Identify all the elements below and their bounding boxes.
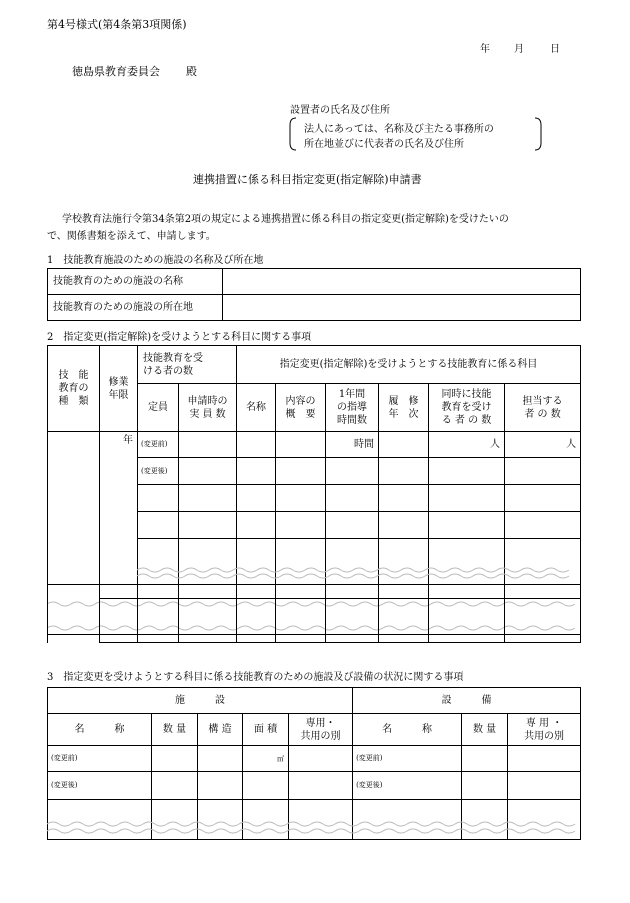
facility-address-label: 技能教育のための施設の所在地 (48, 295, 223, 321)
facility-before-label: (変更前) (48, 746, 152, 772)
cell[interactable] (326, 458, 379, 485)
col-skill-type: 技 能 教育の 種 類 (48, 346, 100, 432)
col-concurrent: 同時に技能 教育を受け る 者 の 数 (429, 384, 505, 432)
cell[interactable] (276, 485, 326, 512)
cell[interactable] (179, 512, 237, 539)
cell[interactable] (379, 458, 429, 485)
cell[interactable] (326, 485, 379, 512)
section2-table-continuation (47, 598, 581, 643)
cell[interactable] (179, 432, 237, 458)
equipment-before-label: (変更前) (353, 746, 462, 772)
cell[interactable] (198, 746, 243, 772)
col-equipment-usage: 専 用 ・ 共用の別 (508, 714, 581, 746)
cell[interactable] (379, 485, 429, 512)
cell[interactable] (508, 772, 581, 800)
cell[interactable] (237, 432, 276, 458)
cell[interactable] (179, 599, 237, 643)
cell[interactable] (326, 599, 379, 643)
equipment-after-label: (変更後) (353, 772, 462, 800)
staff-cell[interactable] (505, 432, 581, 458)
col-trainees: 技能教育を受 ける者の数 (138, 346, 237, 384)
cell[interactable] (276, 458, 326, 485)
cell[interactable] (152, 746, 198, 772)
cell[interactable] (379, 599, 429, 643)
cell[interactable] (48, 599, 100, 643)
section3-heading: 3 指定変更を受けようとする科目に係る技能教育のための施設及び設備の状況に関する事項 (47, 672, 464, 683)
cell[interactable] (379, 512, 429, 539)
cell[interactable] (289, 772, 353, 800)
cell[interactable] (462, 746, 508, 772)
col-name: 名称 (237, 384, 276, 432)
cell[interactable] (179, 458, 237, 485)
cell[interactable] (138, 512, 179, 539)
cell[interactable] (243, 772, 289, 800)
col-content: 内容の 概 要 (276, 384, 326, 432)
col-equipment-qty: 数 量 (462, 714, 508, 746)
hours-cell[interactable] (326, 432, 379, 458)
row-after-label: (変更後) (138, 458, 179, 485)
cell[interactable] (276, 599, 326, 643)
col-actual: 申請時の 実 員 数 (179, 384, 237, 432)
applicant-label: 設置者の氏名及び住所 (290, 105, 390, 116)
facility-name-field[interactable] (223, 269, 581, 295)
section1-heading: 1 技能教育施設のための施設の名称及び所在地 (47, 255, 264, 266)
cell[interactable] (152, 772, 198, 800)
cell[interactable] (237, 485, 276, 512)
body-text-line1: 学校教育法施行令第34条第2項の規定による連携措置に係る科目の指定変更(指定解除)を受けたいの (62, 214, 509, 225)
col-equipment: 設 備 (353, 688, 581, 714)
date-year: 年 (480, 44, 490, 55)
col-years: 修業 年限 (100, 346, 138, 432)
cell[interactable] (289, 746, 353, 772)
omission-waves-section3 (47, 818, 581, 838)
cell[interactable] (379, 432, 429, 458)
col-hours: 1年間 の指導 時間数 (326, 384, 379, 432)
cell[interactable] (505, 458, 581, 485)
date-day: 日 (550, 44, 560, 55)
date-month: 月 (514, 44, 524, 55)
col-facility-name: 名 称 (48, 714, 152, 746)
section1-table (47, 268, 581, 321)
col-subject-group: 指定変更(指定解除)を受けようとする技能教育に係る科目 (237, 346, 581, 384)
form-label: 第4号様式(第4条第3項関係) (47, 18, 187, 31)
applicant-note-line1: 法人にあっては、名称及び主たる事務所の (304, 124, 494, 135)
col-facility-usage: 専用・ 共用の別 (289, 714, 353, 746)
cell[interactable] (505, 512, 581, 539)
cell[interactable] (138, 599, 179, 643)
col-staff: 担当する 者 の 数 (505, 384, 581, 432)
unit-area: ㎡ (277, 754, 284, 763)
col-grade: 履 修 年 次 (379, 384, 429, 432)
cell[interactable] (429, 599, 505, 643)
cell[interactable] (276, 432, 326, 458)
cell[interactable] (429, 485, 505, 512)
row-before-label: (変更前) (138, 432, 179, 458)
cell[interactable] (100, 599, 138, 643)
col-capacity: 定員 (138, 384, 179, 432)
cell[interactable] (237, 512, 276, 539)
cell[interactable] (508, 746, 581, 772)
facility-name-label: 技能教育のための施設の名称 (48, 269, 223, 295)
cell[interactable] (198, 772, 243, 800)
col-equipment-name: 名 称 (353, 714, 462, 746)
document-title: 連携措置に係る科目指定変更(指定解除)申請書 (193, 173, 422, 186)
facility-after-label: (変更後) (48, 772, 152, 800)
cell[interactable] (138, 485, 179, 512)
body-text-line2: で、関係書類を添えて、申請します。 (47, 231, 216, 242)
cell[interactable] (237, 599, 276, 643)
cell[interactable] (326, 512, 379, 539)
cell[interactable] (237, 458, 276, 485)
unit-person: 人 (566, 439, 577, 450)
concurrent-cell[interactable] (429, 432, 505, 458)
cell[interactable] (179, 485, 237, 512)
col-facility-structure: 構 造 (198, 714, 243, 746)
cell[interactable] (505, 485, 581, 512)
unit-person: 人 (490, 439, 500, 450)
cell[interactable] (462, 772, 508, 800)
col-facility-area: 面 積 (243, 714, 289, 746)
cell[interactable] (429, 512, 505, 539)
section2-heading: 2 指定変更(指定解除)を受けようとする科目に関する事項 (47, 332, 312, 343)
cell[interactable] (429, 458, 505, 485)
area-cell[interactable] (243, 746, 289, 772)
col-facility-qty: 数 量 (152, 714, 198, 746)
unit-year: 年 (123, 435, 133, 446)
unit-hours: 時間 (354, 439, 374, 450)
facility-address-field[interactable] (223, 295, 581, 321)
addressee: 徳島県教育委員会 (72, 65, 160, 78)
cell[interactable] (505, 599, 581, 643)
cell[interactable] (276, 512, 326, 539)
applicant-note-line2: 所在地並びに代表者の氏名及び住所 (304, 139, 464, 150)
col-facility: 施 設 (48, 688, 353, 714)
honorific: 殿 (186, 65, 197, 78)
